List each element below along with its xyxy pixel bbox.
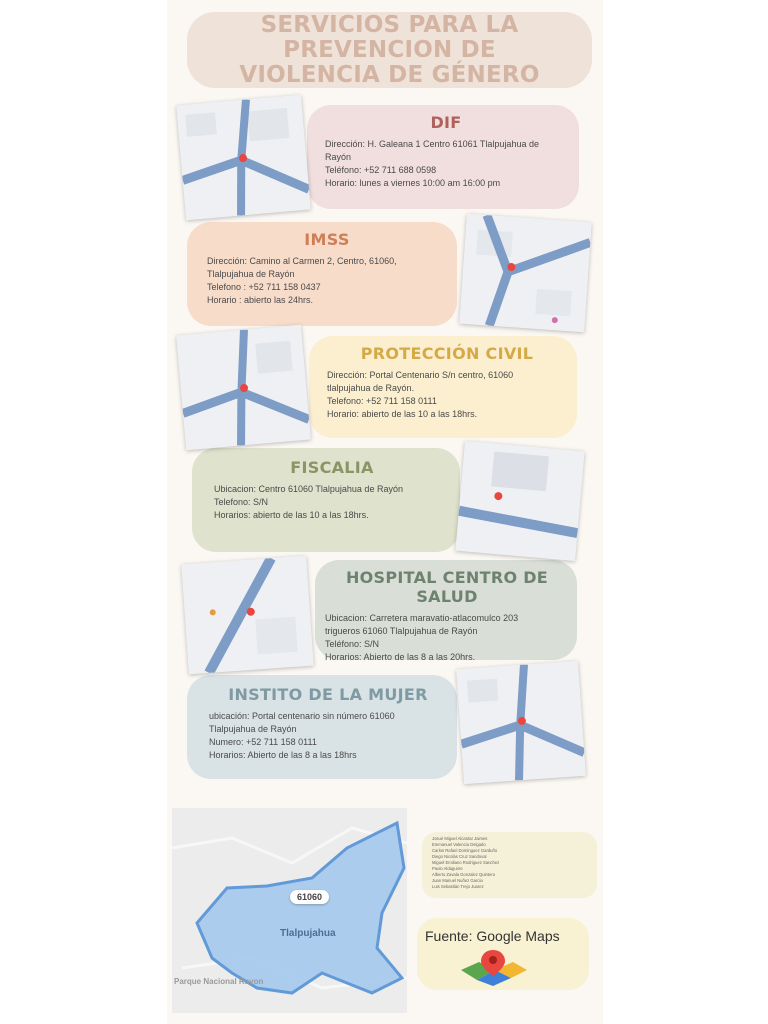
card-fiscalia-line: Telefono: S/N	[214, 497, 269, 507]
card-proteccion-civil-line: Telefono: +52 711 158 0111	[327, 396, 437, 406]
author-name: Juan Manuel Nuñez Garcia	[432, 878, 483, 883]
card-hospital-line: Teléfono: S/N	[325, 639, 380, 649]
card-imss-line: Tlalpujahua de Rayón	[207, 269, 295, 279]
card-fiscalia-title: FISCALIA	[290, 458, 374, 477]
card-imss-line: Telefono : +52 711 158 0437	[207, 282, 321, 292]
card-imss	[187, 222, 457, 326]
card-dif	[307, 105, 579, 209]
source-box	[417, 918, 589, 990]
card-imss-line: Dirección: Camino al Carmen 2, Centro, 61060,	[207, 256, 397, 266]
card-dif-title: DIF	[430, 113, 462, 132]
region-map	[172, 808, 407, 1013]
card-fiscalia	[192, 448, 460, 552]
authors-box	[422, 832, 597, 898]
title-line-1: SERVICIOS PARA LA PREVENCION DE	[260, 11, 519, 63]
card-instituto-mujer-line: Horarios: Abierto de las 8 a las 18hrs	[209, 750, 357, 760]
card-fiscalia-line: Horarios: abierto de las 10 a las 18hrs.	[214, 510, 369, 520]
card-imss-line: Horario : abierto las 24hrs.	[207, 295, 314, 305]
infographic-poster	[167, 0, 603, 1024]
card-instituto-mujer-line: Numero: +52 711 158 0111	[209, 737, 317, 747]
card-hospital-line: Horarios: Abierto de las 8 a las 20hrs.	[325, 652, 476, 662]
card-proteccion-civil-line: Horario: abierto de las 10 a las 18hrs.	[327, 409, 478, 419]
card-hospital-line: Ubicacion: Carretera maravatio-atlacomulco 203	[325, 613, 519, 623]
card-instituto-mujer-line: ubicación: Portal centenario sin número 61060	[209, 711, 395, 721]
author-name: Alberto Zavala Gonzalez Quintero	[432, 872, 496, 877]
card-proteccion-civil	[309, 336, 577, 438]
town-label: Tlalpujahua	[280, 928, 336, 939]
author-name: Miguel Emiliano Rodriguez Sanchez	[432, 860, 500, 865]
zip-code-badge: 61060	[290, 890, 329, 904]
park-label: Parque Nacional Rayon	[174, 977, 264, 986]
author-name: Josué Miguel Alcantar Jaimes	[432, 836, 488, 841]
card-hospital-title: HOSPITAL CENTRO DE SALUD	[345, 568, 549, 606]
card-instituto-mujer	[187, 675, 457, 779]
card-instituto-mujer-line: Tlalpujahua de Rayón	[209, 724, 297, 734]
map-thumbnail-instituto-mujer	[456, 661, 586, 784]
card-proteccion-civil-line: Dirección: Portal Centenario S/n centro, 61060	[327, 370, 514, 380]
card-proteccion-civil-title: PROTECCIÓN CIVIL	[360, 344, 534, 363]
card-instituto-mujer-title: INSTITO DE LA MUJER	[228, 685, 428, 704]
google-maps-icon	[459, 948, 529, 988]
card-imss-title: IMSS	[304, 230, 350, 249]
title-banner	[187, 12, 592, 88]
card-dif-line: Rayón	[325, 152, 352, 162]
author-name: Luis Sebastián Trejo Juarez	[432, 884, 484, 889]
title-line-2: VIOLENCIA DE GÉNERO	[239, 61, 540, 88]
map-thumbnail-imss	[459, 214, 591, 332]
card-proteccion-civil-line: tlalpujahua de Rayón.	[327, 383, 415, 393]
author-name: Paulo Aldaguirre	[432, 866, 463, 871]
source-label: Fuente: Google Maps	[425, 928, 560, 944]
card-dif-line: Teléfono: +52 711 688 0598	[325, 165, 437, 175]
card-dif-line: Horario: lunes a viernes 10:00 am 16:00 pm	[325, 178, 501, 188]
map-thumbnail-dif	[176, 95, 311, 220]
author-name: Emmanuel Valencia Delgado	[432, 842, 486, 847]
map-thumbnail-fiscalia	[455, 441, 584, 561]
card-fiscalia-line: Ubicacion: Centro 61060 Tlalpujahua de Rayón	[214, 484, 403, 494]
author-name: Diego Nicolás Cruz Sandoval	[432, 854, 487, 859]
card-dif-line: Dirección: H. Galeana 1 Centro 61061 Tlalpujahua de	[325, 139, 539, 149]
author-name: Carlos Rafael Dominguez Garduño	[432, 848, 498, 853]
card-hospital-line: trigueros 61060 Tlalpujahua de Rayón	[325, 626, 478, 636]
map-thumbnail-proteccion-civil	[176, 325, 311, 450]
map-thumbnail-hospital	[181, 556, 313, 674]
page-title	[187, 13, 592, 88]
card-hospital	[315, 560, 577, 660]
